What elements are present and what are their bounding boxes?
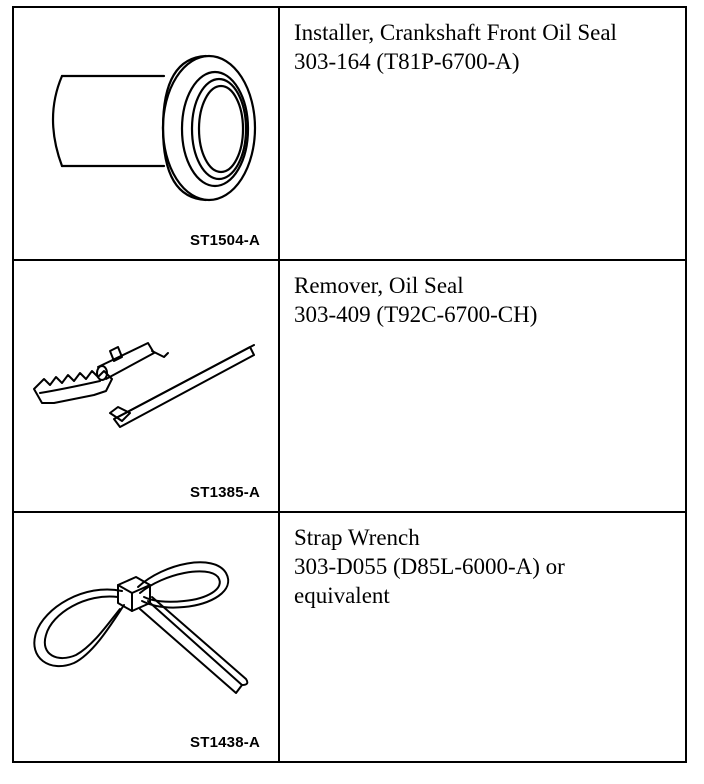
tool-illustration-cell	[14, 8, 280, 261]
tool-name: Strap Wrench	[294, 525, 420, 550]
strap-wrench-illustration	[14, 513, 278, 765]
tool-name: Remover, Oil Seal	[294, 273, 464, 298]
figure-code: ST1504-A	[190, 232, 260, 249]
tool-illustration-cell	[14, 261, 280, 513]
tool-part-number: 303-D055 (D85L-6000-A) or	[294, 554, 565, 579]
special-tools-table	[12, 6, 687, 763]
oil-seal-remover-illustration	[14, 261, 278, 511]
tool-note: equivalent	[294, 583, 390, 608]
tool-description-cell	[280, 261, 685, 513]
tool-name: Installer, Crankshaft Front Oil Seal	[294, 20, 617, 45]
figure-code: ST1438-A	[190, 734, 260, 751]
tool-description-cell	[280, 8, 685, 261]
tool-part-number: 303-164 (T81P-6700-A)	[294, 49, 520, 74]
tool-part-number: 303-409 (T92C-6700-CH)	[294, 302, 538, 327]
seal-installer-illustration	[14, 8, 278, 259]
figure-code: ST1385-A	[190, 484, 260, 501]
tool-description-cell	[280, 513, 685, 761]
tool-illustration-cell	[14, 513, 280, 761]
